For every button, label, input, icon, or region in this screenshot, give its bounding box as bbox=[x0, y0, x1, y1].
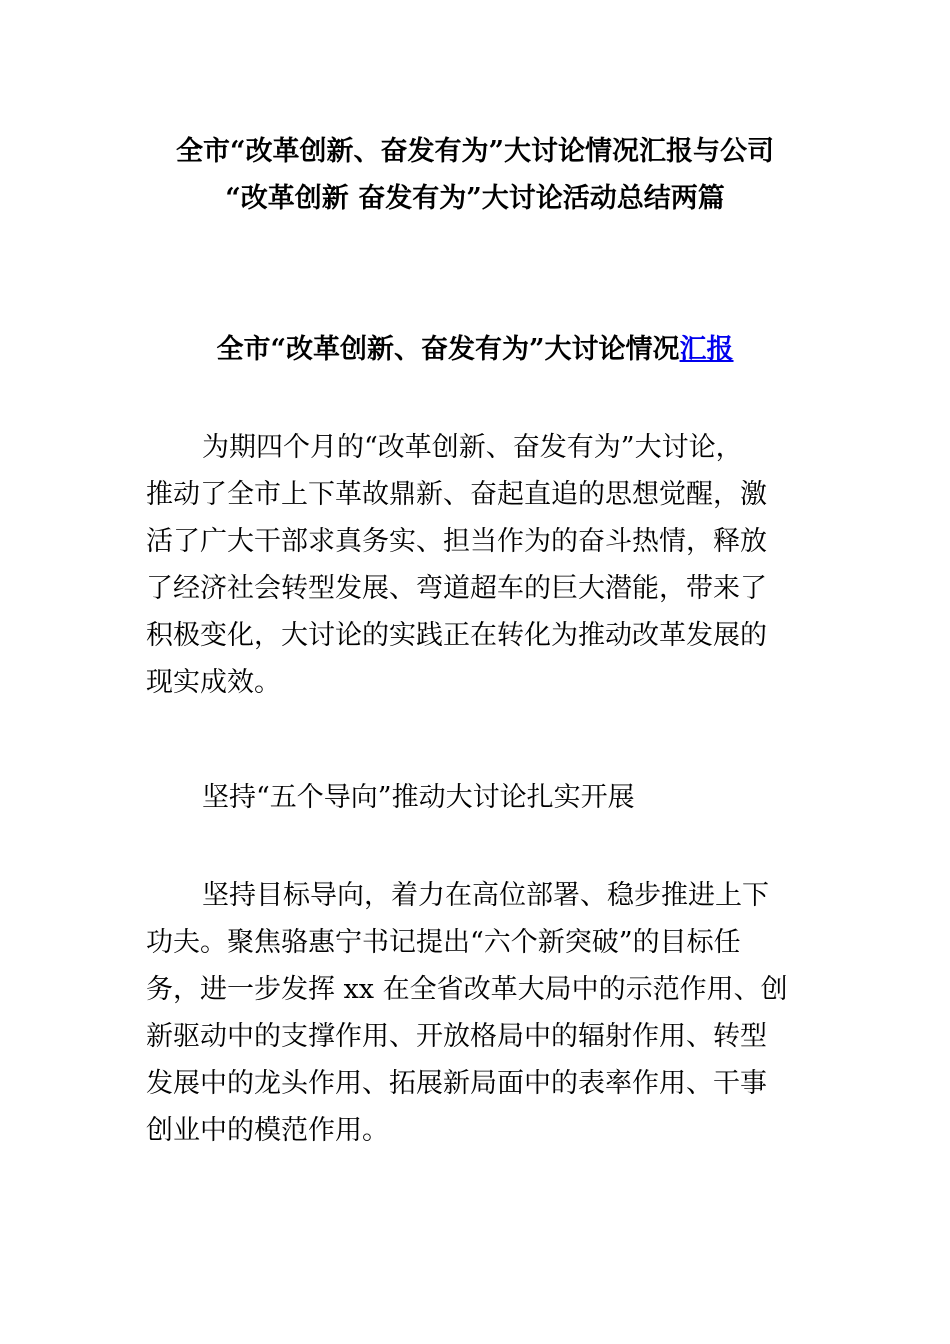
paragraph-line: 积极变化，大讨论的实践正在转化为推动改革发展的 bbox=[146, 620, 767, 651]
section-title-link[interactable]: 汇报 bbox=[679, 334, 734, 365]
title-line: 全市“改革创新、奋发有为”大讨论情况汇报与公司 bbox=[175, 136, 775, 167]
paragraph-line: 新驱动中的支撑作用、开放格局中的辐射作用、转型 bbox=[146, 1021, 767, 1052]
paragraph-line: 功夫。聚焦骆惠宁书记提出“六个新突破”的目标任 bbox=[146, 927, 741, 958]
paragraph-subheading bbox=[146, 774, 806, 821]
paragraph-line: 创业中的模范作用。 bbox=[146, 1115, 389, 1146]
section-title bbox=[100, 326, 850, 373]
paragraph-goal-orientation bbox=[146, 872, 806, 1154]
paragraph-line: 为期四个月的“改革创新、奋发有为”大讨论， bbox=[202, 432, 743, 463]
section-title-text: 全市“改革创新、奋发有为”大讨论情况 bbox=[216, 334, 680, 365]
paragraph-line: 了经济社会转型发展、弯道超车的巨大潜能，带来了 bbox=[146, 573, 767, 604]
paragraph-line: 务，进一步发挥 xx 在全省改革大局中的示范作用、创 bbox=[146, 974, 788, 1005]
title-line: “改革创新 奋发有为”大讨论活动总结两篇 bbox=[225, 183, 725, 214]
paragraph-line: 推动了全市上下革故鼎新、奋起直追的思想觉醒，激 bbox=[146, 479, 767, 510]
document-title bbox=[100, 128, 850, 222]
paragraph-line: 现实成效。 bbox=[146, 667, 281, 698]
paragraph-line: 坚持目标导向，着力在高位部署、稳步推进上下 bbox=[202, 880, 769, 911]
paragraph-line: 坚持“五个导向”推动大讨论扎实开展 bbox=[202, 782, 635, 813]
paragraph-intro bbox=[146, 424, 806, 706]
paragraph-line: 发展中的龙头作用、拓展新局面中的表率作用、干事 bbox=[146, 1068, 767, 1099]
paragraph-line: 活了广大干部求真务实、担当作为的奋斗热情，释放 bbox=[146, 526, 767, 557]
